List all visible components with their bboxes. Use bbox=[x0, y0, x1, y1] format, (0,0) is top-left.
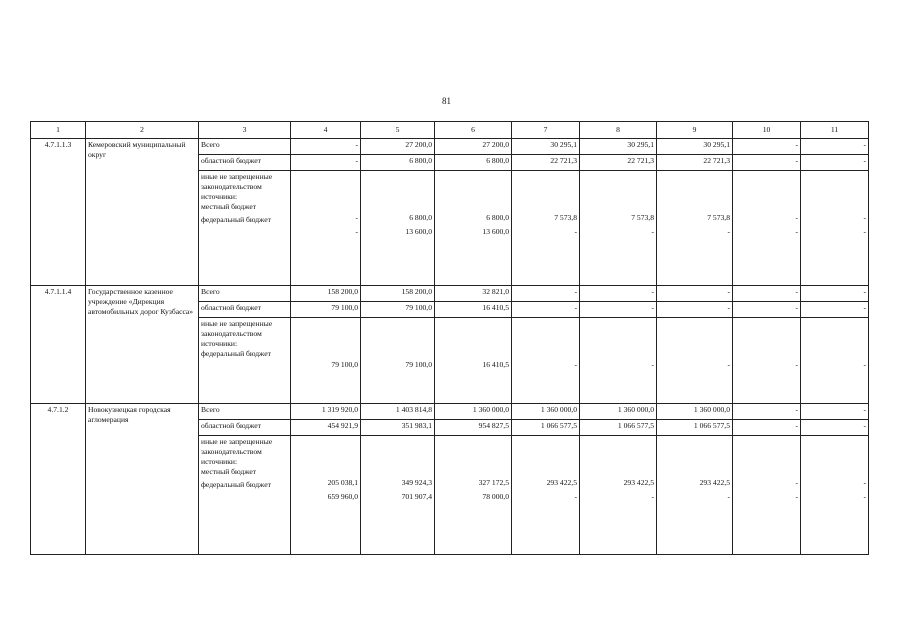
value-cell: - bbox=[580, 302, 657, 318]
source-label: местный бюджет bbox=[201, 466, 257, 476]
source-label: областной бюджет bbox=[199, 420, 291, 436]
value-cell: 30 295,1 bbox=[657, 139, 733, 155]
value-cell: 16 410,5 bbox=[435, 302, 512, 318]
value-cell: 6 800,0 bbox=[361, 155, 435, 171]
value-cell: 6 800,0 bbox=[409, 213, 432, 222]
value-cell: - bbox=[512, 286, 580, 302]
value-cell: 6 800,0 bbox=[486, 213, 509, 222]
value-cell: - bbox=[512, 302, 580, 318]
value-cell: 954 827,5 bbox=[435, 420, 512, 436]
value-cell: - bbox=[574, 226, 577, 236]
value-group bbox=[435, 171, 512, 286]
item-code: 4.7.1.2 bbox=[31, 404, 86, 555]
table-row bbox=[31, 404, 869, 420]
value-cell bbox=[659, 172, 730, 213]
value-group bbox=[512, 171, 580, 286]
value-cell: - bbox=[651, 360, 654, 369]
value-cell bbox=[293, 319, 358, 360]
value-cell: - bbox=[580, 286, 657, 302]
column-number: 8 bbox=[580, 122, 657, 139]
source-label: иные не запрещенные законодательством источники: bbox=[201, 319, 273, 348]
value-cell: 351 983,1 bbox=[361, 420, 435, 436]
value-cell: 327 172,5 bbox=[478, 478, 509, 487]
value-cell: 27 200,0 bbox=[361, 139, 435, 155]
value-group bbox=[361, 318, 435, 404]
value-cell: 79 100,0 bbox=[291, 302, 361, 318]
value-cell bbox=[514, 319, 577, 360]
column-numbers-row bbox=[31, 122, 869, 139]
value-group bbox=[435, 318, 512, 404]
value-cell: 7 573,8 bbox=[631, 213, 654, 222]
value-group bbox=[580, 318, 657, 404]
source-label: Всего bbox=[199, 286, 291, 302]
value-cell bbox=[293, 172, 358, 213]
value-group bbox=[291, 171, 361, 286]
value-cell: 158 200,0 bbox=[361, 286, 435, 302]
value-cell: 1 360 000,0 bbox=[435, 404, 512, 420]
value-group bbox=[291, 436, 361, 555]
value-cell: - bbox=[795, 226, 798, 236]
item-name: Государственное казенное учреждение «Дирекция автомобильных дорог Кузбасса» bbox=[86, 286, 199, 404]
value-group bbox=[291, 318, 361, 404]
source-label: федеральный бюджет bbox=[201, 480, 271, 490]
value-cell: 349 924,3 bbox=[401, 478, 432, 487]
value-cell: 79 100,0 bbox=[361, 302, 435, 318]
value-group bbox=[657, 436, 733, 555]
source-label: областной бюджет bbox=[199, 155, 291, 171]
value-cell bbox=[735, 437, 798, 478]
page-number: 81 bbox=[442, 96, 451, 106]
column-number: 10 bbox=[733, 122, 801, 139]
column-number: 5 bbox=[361, 122, 435, 139]
value-cell: - bbox=[657, 286, 733, 302]
value-cell: - bbox=[733, 139, 801, 155]
value-cell: 454 921,9 bbox=[291, 420, 361, 436]
value-cell: 30 295,1 bbox=[512, 139, 580, 155]
value-cell: 1 066 577,5 bbox=[657, 420, 733, 436]
value-group bbox=[733, 318, 801, 404]
value-group bbox=[361, 436, 435, 555]
table-row bbox=[31, 286, 869, 302]
value-cell: - bbox=[795, 213, 798, 222]
column-number: 4 bbox=[291, 122, 361, 139]
value-cell: - bbox=[727, 226, 730, 236]
value-cell: 78 000,0 bbox=[482, 491, 509, 501]
value-cell bbox=[803, 437, 866, 478]
value-cell: 1 360 000,0 bbox=[657, 404, 733, 420]
value-cell: 1 066 577,5 bbox=[512, 420, 580, 436]
value-cell: - bbox=[291, 155, 361, 171]
value-group bbox=[801, 171, 869, 286]
value-cell bbox=[363, 319, 432, 360]
value-cell: 293 422,5 bbox=[546, 478, 577, 487]
value-cell bbox=[659, 319, 730, 360]
value-cell bbox=[514, 437, 577, 478]
value-cell bbox=[437, 437, 509, 478]
value-cell: - bbox=[801, 286, 869, 302]
value-cell bbox=[363, 437, 432, 478]
column-number: 11 bbox=[801, 122, 869, 139]
value-group bbox=[435, 436, 512, 555]
value-cell bbox=[803, 319, 866, 360]
column-number: 1 bbox=[31, 122, 86, 139]
value-cell: - bbox=[733, 404, 801, 420]
value-cell: 7 573,8 bbox=[554, 213, 577, 222]
value-cell: 27 200,0 bbox=[435, 139, 512, 155]
value-cell: 205 038,1 bbox=[327, 478, 358, 487]
source-label-group bbox=[199, 318, 291, 404]
value-cell: - bbox=[733, 155, 801, 171]
value-cell: 79 100,0 bbox=[405, 360, 432, 369]
value-cell: - bbox=[574, 491, 577, 501]
value-cell: - bbox=[651, 491, 654, 501]
source-label: местный бюджет bbox=[201, 201, 257, 211]
source-label: областной бюджет bbox=[199, 302, 291, 318]
value-cell bbox=[363, 172, 432, 213]
item-code: 4.7.1.1.4 bbox=[31, 286, 86, 404]
value-cell: - bbox=[657, 302, 733, 318]
value-cell: 1 319 920,0 bbox=[291, 404, 361, 420]
source-label-group bbox=[199, 436, 291, 555]
value-cell bbox=[437, 319, 509, 360]
value-cell bbox=[582, 437, 654, 478]
value-cell: - bbox=[801, 302, 869, 318]
column-number: 2 bbox=[86, 122, 199, 139]
column-number: 3 bbox=[199, 122, 291, 139]
value-cell: 13 600,0 bbox=[482, 226, 509, 236]
value-cell bbox=[659, 437, 730, 478]
value-cell: 22 721,3 bbox=[657, 155, 733, 171]
value-cell: - bbox=[291, 139, 361, 155]
value-cell: 79 100,0 bbox=[331, 360, 358, 369]
source-label-group bbox=[199, 171, 291, 286]
value-cell: 22 721,3 bbox=[512, 155, 580, 171]
value-cell: 1 360 000,0 bbox=[512, 404, 580, 420]
value-cell: - bbox=[801, 155, 869, 171]
table-row bbox=[31, 139, 869, 155]
value-cell bbox=[735, 319, 798, 360]
value-cell: - bbox=[801, 404, 869, 420]
value-cell: - bbox=[727, 360, 730, 369]
value-group bbox=[801, 436, 869, 555]
value-group bbox=[512, 318, 580, 404]
value-cell: 13 600,0 bbox=[405, 226, 432, 236]
value-cell: 1 403 814,8 bbox=[361, 404, 435, 420]
value-group bbox=[580, 171, 657, 286]
item-name: Кемеровский муниципальный округ bbox=[86, 139, 199, 286]
value-group bbox=[733, 171, 801, 286]
item-code: 4.7.1.1.3 bbox=[31, 139, 86, 286]
value-cell: 7 573,8 bbox=[707, 213, 730, 222]
value-cell: - bbox=[863, 478, 866, 487]
item-name: Новокузнецкая городская агломерация bbox=[86, 404, 199, 555]
value-cell: - bbox=[863, 226, 866, 236]
value-group bbox=[733, 436, 801, 555]
value-cell: - bbox=[863, 491, 866, 501]
value-cell: 30 295,1 bbox=[580, 139, 657, 155]
value-group bbox=[580, 436, 657, 555]
value-cell: - bbox=[733, 302, 801, 318]
source-label: иные не запрещенные законодательством источники: bbox=[201, 437, 273, 466]
value-cell bbox=[514, 172, 577, 213]
source-label: федеральный бюджет bbox=[201, 215, 271, 225]
value-cell: - bbox=[733, 420, 801, 436]
value-cell: - bbox=[355, 213, 358, 222]
value-cell: 16 410,5 bbox=[482, 360, 509, 369]
value-cell bbox=[437, 172, 509, 213]
value-cell: 158 200,0 bbox=[291, 286, 361, 302]
value-cell: - bbox=[651, 226, 654, 236]
value-cell: - bbox=[801, 139, 869, 155]
value-cell: 293 422,5 bbox=[623, 478, 654, 487]
value-cell: - bbox=[733, 286, 801, 302]
value-cell: 1 066 577,5 bbox=[580, 420, 657, 436]
column-number: 9 bbox=[657, 122, 733, 139]
column-number: 7 bbox=[512, 122, 580, 139]
value-cell bbox=[735, 172, 798, 213]
source-label: иные не запрещенные законодательством источники: bbox=[201, 172, 273, 201]
value-cell bbox=[582, 319, 654, 360]
source-label: федеральный бюджет bbox=[201, 348, 271, 358]
value-cell: - bbox=[795, 360, 798, 369]
value-cell: - bbox=[863, 360, 866, 369]
source-label: Всего bbox=[199, 404, 291, 420]
value-cell: 22 721,3 bbox=[580, 155, 657, 171]
value-group bbox=[801, 318, 869, 404]
value-cell bbox=[582, 172, 654, 213]
value-cell: - bbox=[863, 213, 866, 222]
column-number: 6 bbox=[435, 122, 512, 139]
value-cell: 659 960,0 bbox=[327, 491, 358, 501]
value-cell: - bbox=[801, 420, 869, 436]
value-group bbox=[657, 318, 733, 404]
value-cell: 1 360 000,0 bbox=[580, 404, 657, 420]
value-cell bbox=[293, 437, 358, 478]
value-cell: - bbox=[574, 360, 577, 369]
value-cell bbox=[803, 172, 866, 213]
value-cell: 701 907,4 bbox=[401, 491, 432, 501]
budget-table bbox=[30, 121, 869, 555]
source-label: Всего bbox=[199, 139, 291, 155]
value-cell: 32 821,0 bbox=[435, 286, 512, 302]
value-group bbox=[361, 171, 435, 286]
value-cell: - bbox=[795, 491, 798, 501]
value-cell: - bbox=[795, 478, 798, 487]
value-cell: - bbox=[727, 491, 730, 501]
value-cell: - bbox=[355, 226, 358, 236]
value-cell: 293 422,5 bbox=[699, 478, 730, 487]
value-cell: 6 800,0 bbox=[435, 155, 512, 171]
value-group bbox=[657, 171, 733, 286]
value-group bbox=[512, 436, 580, 555]
